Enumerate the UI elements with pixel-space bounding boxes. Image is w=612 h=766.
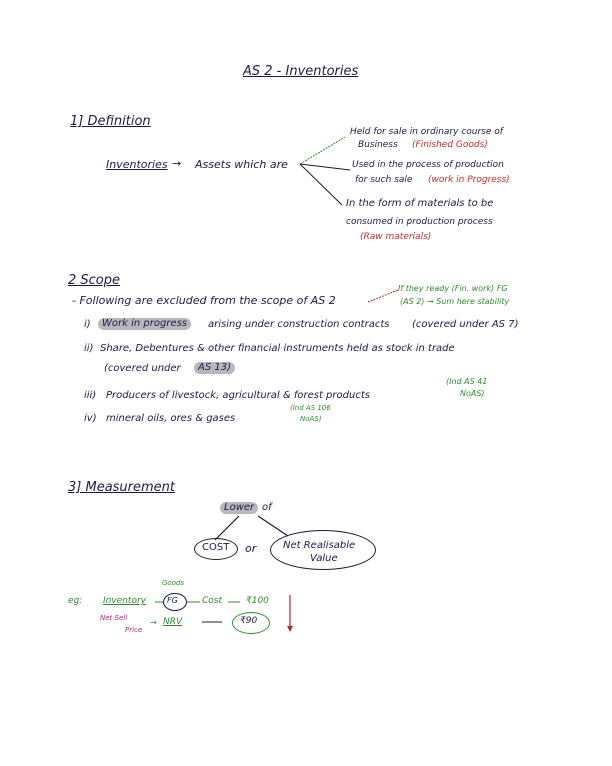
nrv-line1: Net Realisable [283, 540, 356, 551]
example-fg: FG [167, 596, 178, 605]
branch-3-line2: consumed in production process [346, 217, 493, 227]
branch-3-line1: In the form of materials to be [346, 198, 494, 209]
scope-item-4-num: iv) [84, 413, 97, 424]
example-inventory: Inventory [103, 596, 146, 606]
example-cost-value: ₹100 [246, 596, 269, 606]
example-cost: Cost [202, 596, 223, 606]
scope-heading: 2 Scope [68, 273, 121, 288]
inventories-term: Inventories [106, 158, 168, 171]
example-nsp-arrow: → [150, 618, 157, 627]
scope-item-2-highlight: AS 13) [194, 362, 235, 374]
scope-side-note-1: If they ready (Fin. work) FG [398, 284, 508, 293]
branch-1-note: (Finished Goods) [412, 140, 488, 150]
scope-item-3-note2: NoAS) [460, 389, 485, 398]
lower-of-text: of [262, 502, 272, 513]
branch-1-line2: Business [358, 140, 398, 150]
scope-item-3-text: Producers of livestock, agricultural & forest products [106, 390, 370, 401]
scope-item-4-note1: (Ind AS 106 [290, 404, 331, 412]
definition-lead: Assets which are [195, 158, 288, 171]
example-nrv: NRV [163, 617, 183, 627]
branch-3-note: (Raw materials) [360, 232, 432, 242]
scope-side-note-2: (AS 2) → Sum here stability [400, 297, 510, 306]
scope-item-4-text: mineral oils, ores & gases [106, 413, 236, 424]
page-title: AS 2 - Inventories [243, 64, 359, 79]
scope-item-1-text: arising under construction contracts [208, 319, 390, 330]
scope-intro: - Following are excluded from the scope of AS 2 [72, 294, 336, 307]
branch-2-note: (work in Progress) [428, 175, 510, 185]
branch-2-line2: for such sale [355, 175, 413, 185]
example-nrv-value: ₹90 [240, 616, 258, 626]
lower-of-highlight: Lower [220, 502, 258, 514]
scope-item-1-highlight: Work in progress [98, 318, 191, 330]
scope-item-2-text: Share, Debentures & other financial instruments held as stock in trade [100, 343, 455, 354]
scope-item-3-note1: (Ind AS 41 [446, 377, 488, 386]
scope-item-2-line2: (covered under [104, 363, 181, 374]
branch-2-line1: Used in the process of production [352, 160, 504, 170]
measurement-heading: 3] Measurement [68, 480, 176, 495]
nrv-line2: Value [310, 553, 338, 564]
scope-item-4-note2: NoAS) [300, 415, 322, 423]
scope-item-3-num: iii) [84, 390, 97, 401]
example-nsp-line1: Net Sell [100, 614, 128, 622]
scope-item-1-note: (covered under AS 7) [412, 319, 519, 330]
branch-1-line1: Held for sale in ordinary course of [350, 127, 503, 137]
cost-label: COST [202, 542, 230, 553]
example-nsp-line2: Price [125, 626, 143, 634]
or-text: or [245, 542, 257, 555]
arrow-icon: → [172, 157, 182, 170]
example-goods: Goods [162, 579, 185, 587]
scope-item-2-num: ii) [84, 343, 94, 354]
definition-heading: 1] Definition [70, 114, 151, 129]
scope-item-1-num: i) [84, 319, 91, 330]
example-label: eg: [68, 596, 83, 606]
